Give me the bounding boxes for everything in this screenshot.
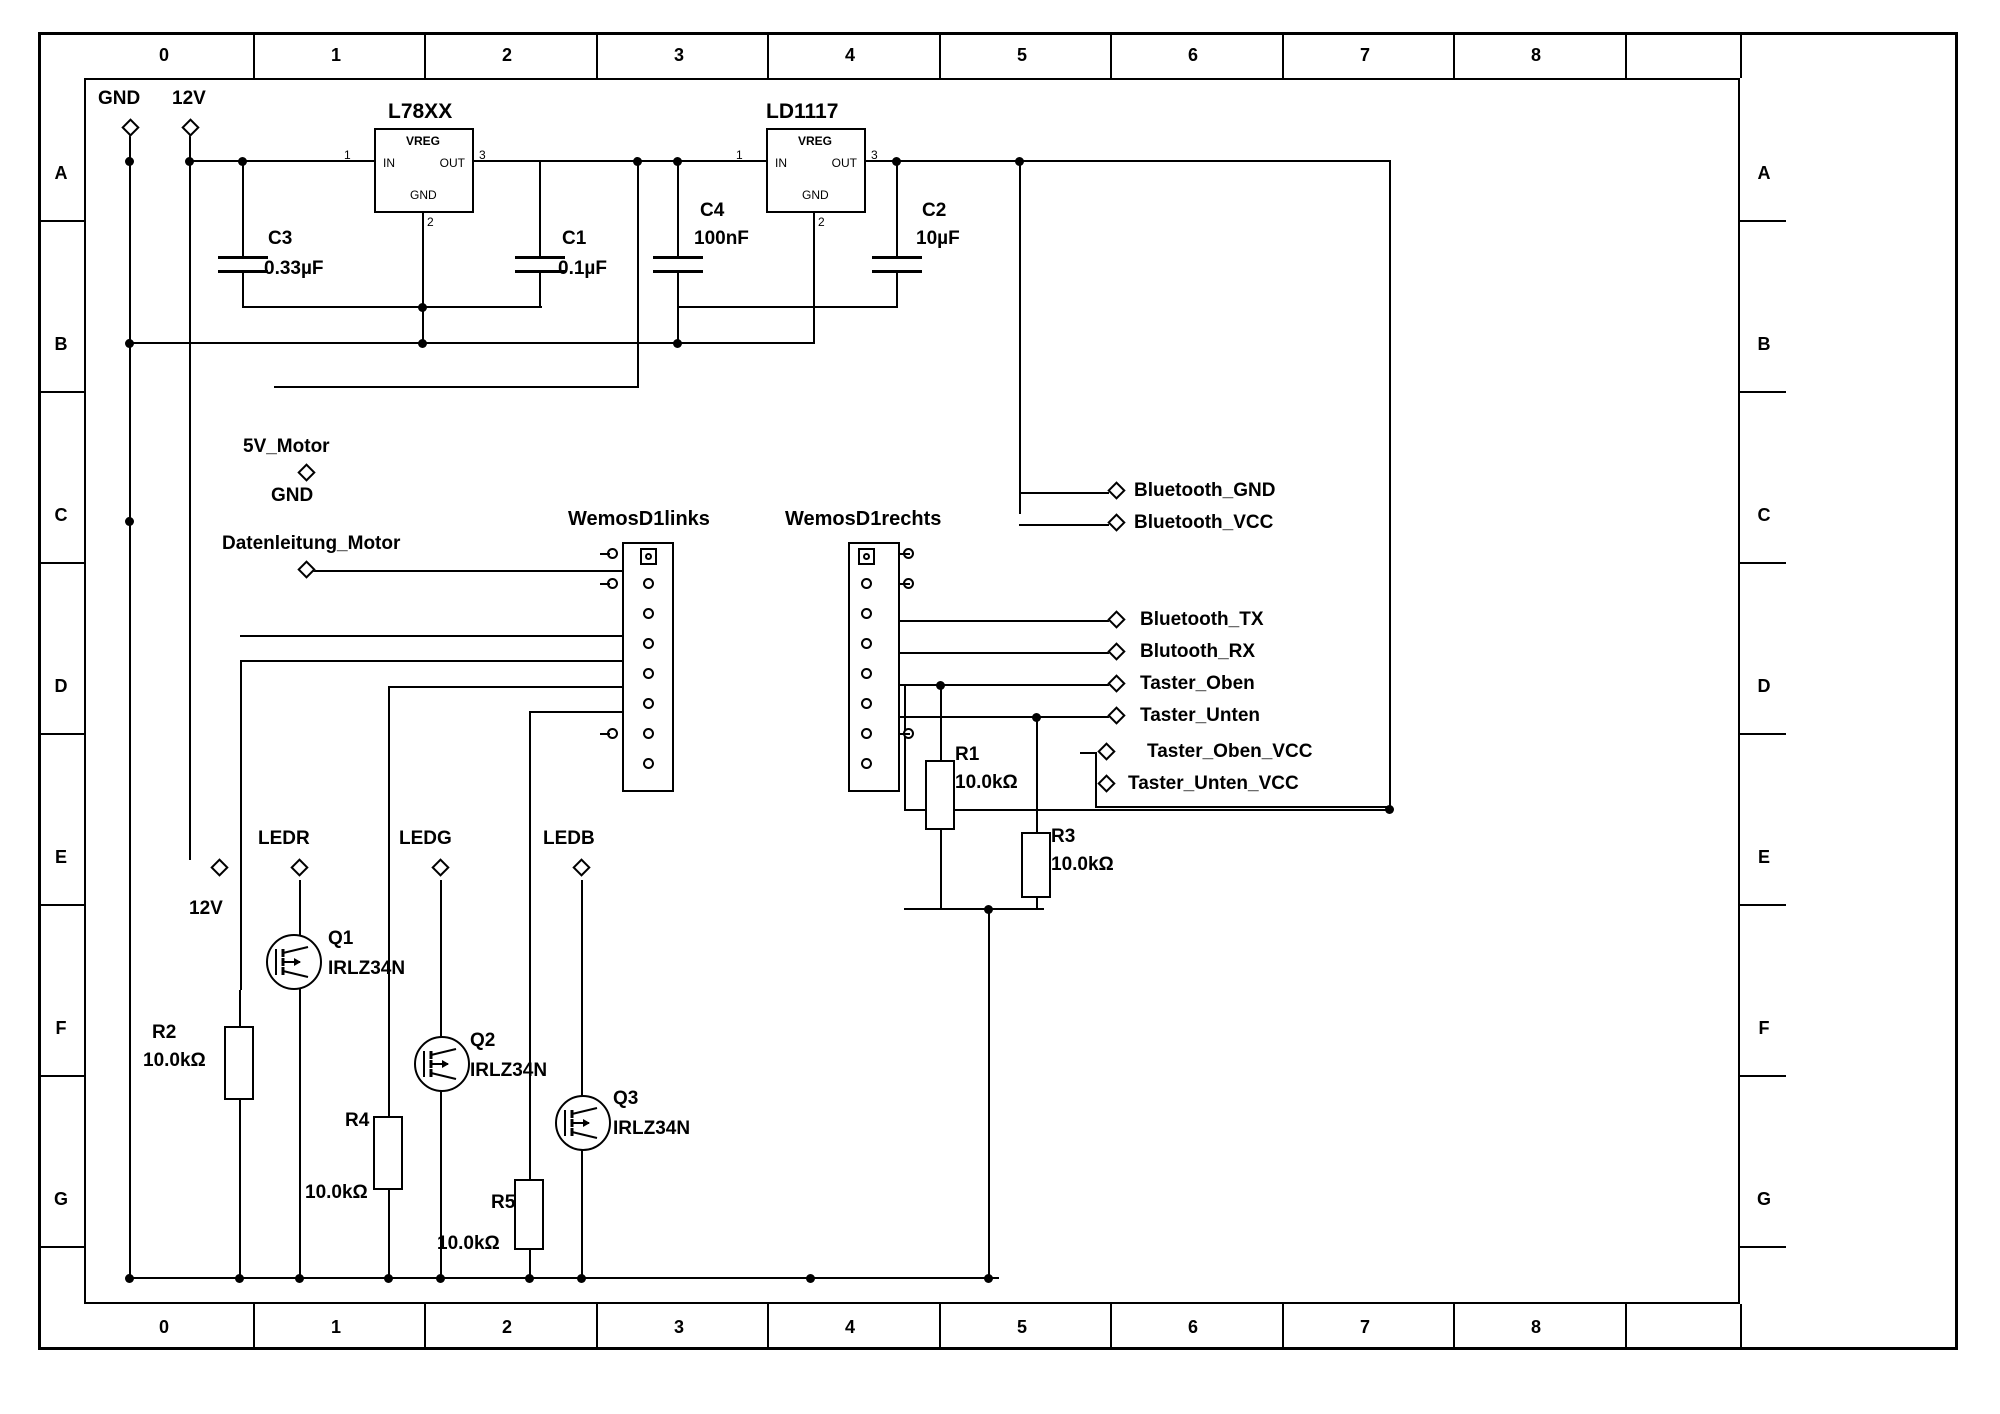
- wire-rechts-tx: [880, 620, 1109, 622]
- frame-col-label: 2: [501, 1317, 512, 1337]
- ruler-tick: [1740, 904, 1786, 906]
- frame-row-label: A: [54, 163, 68, 183]
- wire-datenleitung-h: [306, 570, 632, 572]
- vreg-kind-label: VREG: [798, 134, 833, 148]
- label-wemos-links: WemosD1links: [568, 508, 710, 530]
- junction: [673, 339, 682, 348]
- frame-col-label: 4: [844, 45, 855, 65]
- junction: [125, 157, 134, 166]
- ruler-tick: [1740, 220, 1786, 222]
- wire-r4-bot: [388, 1190, 390, 1278]
- ruler-tick: [1740, 1246, 1786, 1248]
- frame-row-label: B: [54, 334, 68, 354]
- ruler-tick: [1740, 32, 1742, 78]
- junction: [984, 1274, 993, 1283]
- frame-row-label: C: [54, 505, 68, 525]
- ruler-tick: [1740, 1304, 1742, 1350]
- label-q1-ref: Q1: [328, 928, 354, 949]
- ruler-tick: [1740, 1075, 1786, 1077]
- junction: [577, 1274, 586, 1283]
- frame-col-label: 2: [501, 45, 512, 65]
- wire-r1-top: [940, 684, 942, 760]
- label-c1-value: 0.1µF: [558, 258, 607, 279]
- connector-pin-5[interactable]: [861, 668, 872, 679]
- capacitor-plate: [218, 270, 268, 273]
- connector-wemos-d1-rechts[interactable]: [848, 542, 900, 792]
- wire-to-ld1117-in: [637, 160, 767, 162]
- wire-bt-gnd: [1019, 492, 1109, 494]
- ruler-tick: [38, 733, 84, 735]
- label-12v-top: 12V: [172, 88, 206, 109]
- wire-gate-q3: [529, 711, 531, 1151]
- junction: [1032, 713, 1041, 722]
- wire-stub: [600, 553, 610, 555]
- frame-col-label: 6: [1187, 45, 1198, 65]
- frame-col-label: 0: [158, 45, 169, 65]
- wire-c2-top: [896, 160, 898, 256]
- mosfet-q3[interactable]: [555, 1095, 611, 1151]
- vreg-pin-number: 1: [344, 148, 351, 162]
- wire-c3-tap: [189, 160, 244, 162]
- label-bluetooth-vcc: Bluetooth_VCC: [1134, 512, 1274, 533]
- label-taster-unten: Taster_Unten: [1140, 705, 1261, 726]
- junction: [436, 1274, 445, 1283]
- connector-pin-6[interactable]: [861, 698, 872, 709]
- frame-row-label: F: [1758, 1018, 1770, 1038]
- ruler-tick: [1453, 32, 1455, 78]
- label-c4-value: 100nF: [694, 228, 749, 249]
- frame-row-label: B: [1757, 334, 1771, 354]
- frame-row-label: G: [1756, 1189, 1771, 1209]
- ruler-tick: [1110, 32, 1112, 78]
- resistor-r5[interactable]: [514, 1179, 544, 1250]
- label-r1-value: 10.0kΩ: [955, 772, 1018, 793]
- vreg-pin-in: IN: [383, 156, 395, 170]
- label-ledr: LEDR: [258, 828, 310, 849]
- ruler-tick: [939, 32, 941, 78]
- wire-bt-vcc: [1019, 524, 1109, 526]
- connector-pin-8[interactable]: [643, 758, 654, 769]
- mosfet-q1[interactable]: [266, 934, 322, 990]
- connector-pin-3[interactable]: [643, 608, 654, 619]
- connector-pin-5[interactable]: [643, 668, 654, 679]
- capacitor-plate: [653, 270, 703, 273]
- frame-row-label: A: [1757, 163, 1771, 183]
- label-r4-ref: R4: [345, 1110, 370, 1131]
- ruler-tick: [1740, 562, 1786, 564]
- connector-pin-2[interactable]: [643, 578, 654, 589]
- frame-col-label: 8: [1530, 45, 1541, 65]
- connector-pin-6[interactable]: [643, 698, 654, 709]
- vreg-pin-number: 2: [818, 215, 825, 229]
- junction: [125, 1274, 134, 1283]
- mosfet-symbol-icon: [557, 1097, 609, 1149]
- frame-col-label: 7: [1359, 45, 1370, 65]
- wire-gnd-trunk: [129, 120, 131, 1278]
- frame-col-label: 3: [673, 45, 684, 65]
- label-c1-ref: C1: [562, 228, 587, 249]
- label-c2-value: 10µF: [916, 228, 960, 249]
- sheet-border-inner: [84, 78, 1740, 1304]
- wire-bottom-gnd-rail: [129, 1277, 999, 1279]
- wire-links-pin3: [240, 635, 622, 637]
- junction: [125, 517, 134, 526]
- wire-ld1117-out: [866, 160, 1390, 162]
- label-taster-oben-vcc: Taster_Oben_VCC: [1147, 741, 1313, 762]
- capacitor-plate: [872, 270, 922, 273]
- label-c4-ref: C4: [700, 200, 725, 221]
- label-r1-ref: R1: [955, 744, 980, 765]
- label-c3-value: 0.33µF: [264, 258, 324, 279]
- vreg-pin-gnd: GND: [802, 188, 829, 202]
- ruler-tick: [253, 32, 255, 78]
- ruler-tick: [38, 1075, 84, 1077]
- capacitor-plate: [218, 256, 268, 259]
- frame-row-label: E: [1757, 847, 1770, 867]
- vreg-kind-label: VREG: [406, 134, 441, 148]
- label-bluetooth-gnd: Bluetooth_GND: [1134, 480, 1276, 501]
- ruler-tick: [424, 1304, 426, 1350]
- junction: [185, 157, 194, 166]
- ruler-tick: [1282, 32, 1284, 78]
- connector-pin-4[interactable]: [861, 638, 872, 649]
- wire-ledb: [581, 880, 583, 1278]
- ruler-tick: [939, 1304, 941, 1350]
- connector-pin-3[interactable]: [861, 608, 872, 619]
- wire-bt-trunk: [1019, 160, 1021, 514]
- frame-col-label: 7: [1359, 1317, 1370, 1337]
- wire-stub: [900, 583, 910, 585]
- ruler-tick: [1282, 1304, 1284, 1350]
- label-q2-value: IRLZ34N: [470, 1060, 548, 1081]
- junction: [806, 1274, 815, 1283]
- resistor-r1[interactable]: [925, 760, 955, 830]
- junction: [1385, 805, 1394, 814]
- wire-r3-down: [988, 908, 990, 1278]
- wire-r4-top: [388, 1092, 390, 1116]
- wire-gate-q2: [388, 686, 390, 1092]
- label-l78xx: L78XX: [388, 100, 453, 123]
- wire-taster-unten-vcc: [1096, 806, 1391, 808]
- wire-links-pin4: [240, 660, 622, 662]
- label-gnd-motor: GND: [271, 485, 314, 506]
- label-q2-ref: Q2: [470, 1030, 496, 1051]
- wire-l78-out: [474, 160, 639, 162]
- frame-row-label: C: [1757, 505, 1771, 525]
- mosfet-symbol-icon: [416, 1038, 468, 1090]
- ruler-tick: [767, 1304, 769, 1350]
- wire-stub: [600, 583, 610, 585]
- wire-stub: [900, 553, 910, 555]
- label-c2-ref: C2: [922, 200, 947, 221]
- wire-l78-gnd: [422, 213, 424, 308]
- label-q3-ref: Q3: [613, 1088, 639, 1109]
- wire-right-loop-v: [1389, 160, 1391, 811]
- vreg-pin-out: OUT: [439, 156, 465, 170]
- wire-right-loop-h: [904, 809, 1391, 811]
- label-r2-value: 10.0kΩ: [143, 1050, 206, 1071]
- wire-taster-unten-vcc-v: [1095, 780, 1097, 808]
- wire-ld-gnd-rail: [677, 306, 898, 308]
- connector-pin-7[interactable]: [643, 728, 654, 739]
- ruler-tick: [1740, 733, 1786, 735]
- label-5v-motor: 5V_Motor: [243, 436, 330, 457]
- resistor-r3[interactable]: [1021, 832, 1051, 898]
- wire-r2-bot: [239, 1100, 241, 1278]
- label-r5-ref: R5: [491, 1192, 516, 1213]
- junction: [1015, 157, 1024, 166]
- label-bluetooth-tx: Bluetooth_TX: [1140, 609, 1264, 630]
- wire-rechts-rx: [880, 652, 1109, 654]
- connector-pin-4[interactable]: [643, 638, 654, 649]
- wire-r5-top: [529, 1151, 531, 1179]
- wire-c4-bot: [677, 272, 679, 344]
- wire-12v-trunk: [189, 120, 191, 860]
- wire-c4-top: [677, 160, 679, 256]
- connector-pin-2[interactable]: [861, 578, 872, 589]
- ruler-tick: [596, 32, 598, 78]
- wire-stub: [900, 733, 910, 735]
- vreg-pin-out: OUT: [831, 156, 857, 170]
- wire-r2-top: [239, 990, 241, 1026]
- label-12v-e: 12V: [189, 898, 223, 919]
- ruler-tick: [1625, 1304, 1627, 1350]
- label-gnd-top: GND: [98, 88, 141, 109]
- junction: [984, 905, 993, 914]
- frame-col-label: 1: [330, 1317, 341, 1337]
- junction: [633, 157, 642, 166]
- ruler-tick: [767, 32, 769, 78]
- label-c3-ref: C3: [268, 228, 293, 249]
- junction: [892, 157, 901, 166]
- wire-904-up: [904, 684, 906, 700]
- wire-r3-top: [1036, 716, 1038, 832]
- vreg-pin-number: 3: [871, 148, 878, 162]
- ruler-tick: [1625, 32, 1627, 78]
- ruler-tick: [596, 1304, 598, 1350]
- wire-rechts-taster-unten: [880, 716, 1109, 718]
- wire-rechts-tovcc: [1080, 752, 1096, 754]
- label-r5-value: 10.0kΩ: [437, 1233, 500, 1254]
- connector-pin-1[interactable]: [640, 548, 657, 565]
- label-r3-ref: R3: [1051, 826, 1076, 847]
- wire-stub: [600, 733, 610, 735]
- wire-r3-bot: [1036, 898, 1038, 910]
- label-q1-value: IRLZ34N: [328, 958, 406, 979]
- frame-col-label: 8: [1530, 1317, 1541, 1337]
- wire-rechts-taster-oben: [880, 684, 1109, 686]
- frame-row-label: D: [1757, 676, 1771, 696]
- connector-pin-7[interactable]: [861, 728, 872, 739]
- junction: [235, 1274, 244, 1283]
- junction: [238, 157, 247, 166]
- frame-col-label: 4: [844, 1317, 855, 1337]
- label-taster-unten-vcc: Taster_Unten_VCC: [1128, 773, 1299, 794]
- connector-pin-1[interactable]: [858, 548, 875, 565]
- wire-5vmotor-v: [637, 160, 639, 387]
- label-ledg: LEDG: [399, 828, 452, 849]
- label-r3-value: 10.0kΩ: [1051, 854, 1114, 875]
- wire-links-pin5: [388, 686, 622, 688]
- vreg-l78xx[interactable]: [374, 128, 474, 213]
- label-wemos-rechts: WemosD1rechts: [785, 508, 942, 530]
- label-datenleitung-motor: Datenleitung_Motor: [222, 533, 401, 554]
- vreg-pin-number: 2: [427, 215, 434, 229]
- ruler-tick: [38, 220, 84, 222]
- wire-gate-q1: [240, 660, 242, 990]
- frame-col-label: 3: [673, 1317, 684, 1337]
- label-taster-oben: Taster_Oben: [1140, 673, 1255, 694]
- resistor-r2[interactable]: [224, 1026, 254, 1100]
- ruler-tick: [38, 391, 84, 393]
- ruler-tick: [1740, 391, 1786, 393]
- frame-col-label: 1: [330, 45, 341, 65]
- wire-links-pin6: [529, 711, 622, 713]
- capacitor-plate: [653, 256, 703, 259]
- wire-row-b-gnd: [129, 342, 814, 344]
- frame-col-label: 6: [1187, 1317, 1198, 1337]
- junction: [125, 339, 134, 348]
- label-ledb: LEDB: [543, 828, 595, 849]
- label-q3-value: IRLZ34N: [613, 1118, 691, 1139]
- junction: [295, 1274, 304, 1283]
- junction: [418, 339, 427, 348]
- junction: [418, 303, 427, 312]
- ruler-tick: [1110, 1304, 1112, 1350]
- frame-row-label: G: [53, 1189, 68, 1209]
- frame-row-label: F: [55, 1018, 67, 1038]
- frame-col-label: 0: [158, 1317, 169, 1337]
- vreg-ld1117[interactable]: [766, 128, 866, 213]
- wire-c3-bot: [242, 272, 244, 308]
- label-r4-value: 10.0kΩ: [305, 1182, 368, 1203]
- junction: [384, 1274, 393, 1283]
- frame-col-label: 5: [1016, 1317, 1027, 1337]
- junction: [673, 157, 682, 166]
- frame-col-label: 5: [1016, 45, 1027, 65]
- wire-c3-gnd-rail: [242, 306, 542, 308]
- ruler-tick: [38, 1246, 84, 1248]
- ruler-tick: [424, 32, 426, 78]
- frame-row-label: E: [54, 847, 67, 867]
- wire-5vmotor-h: [274, 386, 639, 388]
- wire-ld1117-gnd: [813, 213, 815, 344]
- label-ld1117: LD1117: [766, 100, 839, 123]
- mosfet-q2[interactable]: [414, 1036, 470, 1092]
- ruler-tick: [38, 904, 84, 906]
- vreg-pin-number: 3: [479, 148, 486, 162]
- wire-rechts-tovcc-v: [1095, 752, 1097, 782]
- resistor-r4[interactable]: [373, 1116, 403, 1190]
- wire-c1-top: [539, 160, 541, 256]
- wire-c2-bot: [896, 272, 898, 308]
- junction: [525, 1274, 534, 1283]
- wire-c1-bot: [539, 272, 541, 308]
- ruler-tick: [253, 1304, 255, 1350]
- ruler-tick: [1453, 1304, 1455, 1350]
- ruler-tick: [38, 562, 84, 564]
- vreg-pin-gnd: GND: [410, 188, 437, 202]
- junction: [936, 681, 945, 690]
- capacitor-plate: [872, 256, 922, 259]
- wire-r1-bot: [940, 830, 942, 910]
- vreg-pin-in: IN: [775, 156, 787, 170]
- wire-r1-bottom-h: [904, 908, 1044, 910]
- frame-row-label: D: [54, 676, 68, 696]
- connector-pin-8[interactable]: [861, 758, 872, 769]
- vreg-pin-number: 1: [736, 148, 743, 162]
- label-bluetooth-rx: Blutooth_RX: [1140, 641, 1256, 662]
- label-r2-ref: R2: [152, 1022, 177, 1043]
- mosfet-symbol-icon: [268, 936, 320, 988]
- wire-c3-top: [242, 160, 244, 256]
